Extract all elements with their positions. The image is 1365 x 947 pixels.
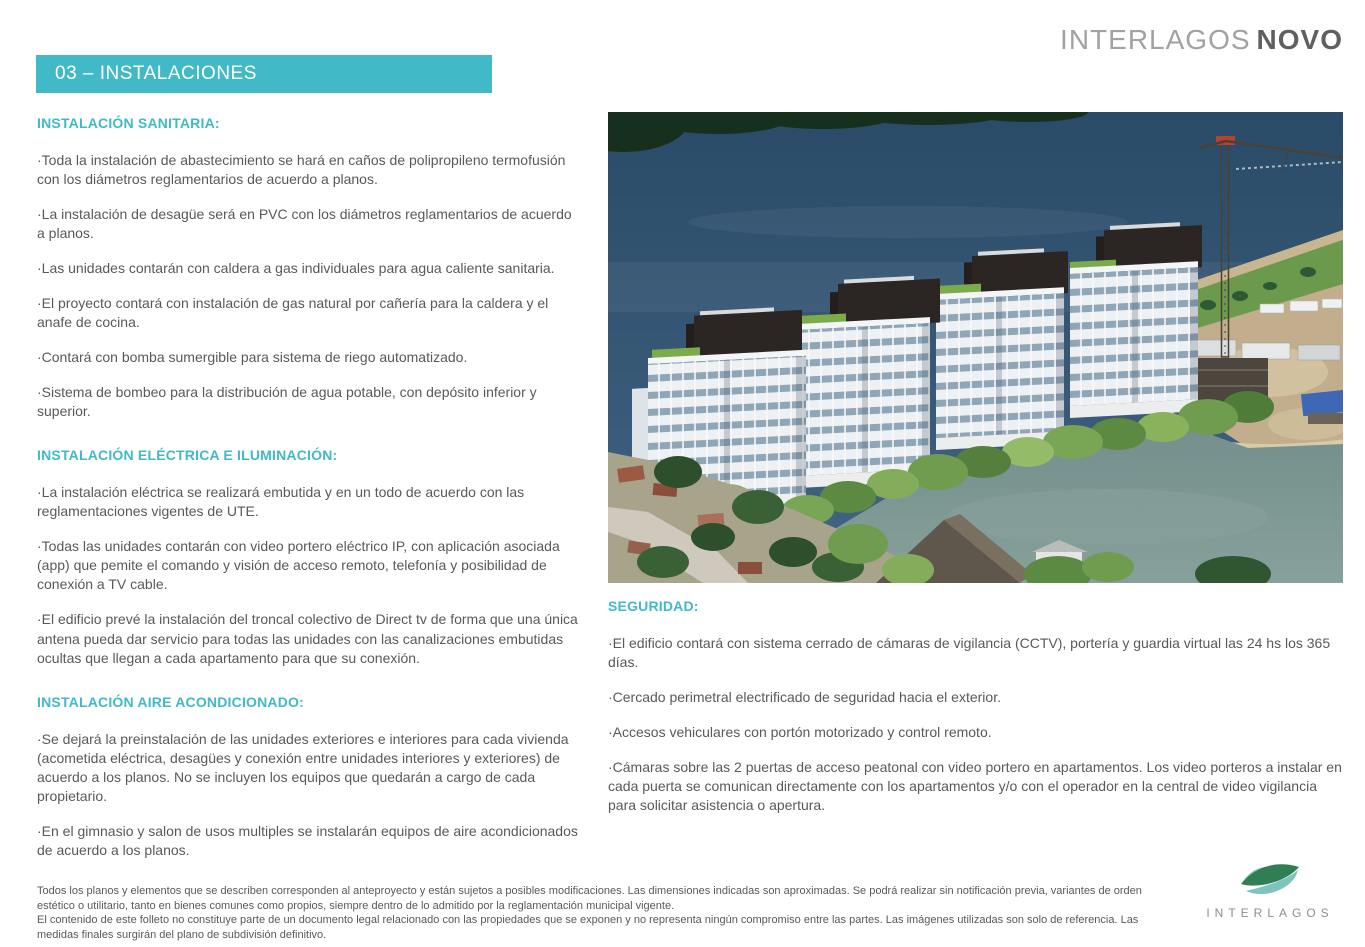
footer-logo	[1190, 860, 1350, 920]
banner-title: 03 – INSTALACIONES	[55, 63, 257, 84]
disclaimer-line: medidas finales surgirán del plano de subdivisión definitivo.	[37, 928, 327, 941]
bullet-item: ·Toda la instalación de abastecimiento se hará en caños de polipropileno termofusión con los diámetros reglamentarios de acuerdo a planos.	[37, 152, 566, 188]
wave-icon	[1238, 860, 1302, 902]
bullet-item: ·Accesos vehiculares con portón motorizado y control remoto.	[608, 724, 992, 741]
aerial-photo	[608, 112, 1343, 583]
section-heading: INSTALACIÓN AIRE ACONDICIONADO:	[37, 693, 305, 710]
disclaimer-line: El contenido de este folleto no constituye parte de un documento legal relacionado con las propiedades que se exponen y no representa ningún compromiso entre las partes. Las imágenes utilizadas son solo de referencia. Las	[37, 914, 1139, 927]
section-heading: INSTALACIÓN ELÉCTRICA E ILUMINACIÓN:	[37, 447, 338, 464]
bullet-item: ·Las unidades contarán con caldera a gas individuales para agua caliente sanitaria.	[37, 260, 555, 277]
disclaimer-text	[37, 884, 1177, 942]
bullet-item: ·El edificio contará con sistema cerrado de cámaras de vigilancia (CCTV), portería y guardia virtual las 24 hs los 365 días.	[608, 635, 1331, 671]
right-column	[608, 598, 1345, 831]
bullet-item: ·El proyecto contará con instalación de gas natural por cañería para la caldera y el anafe de cocina.	[37, 295, 549, 331]
section-heading: SEGURIDAD:	[608, 598, 699, 614]
bullet-item: ·En el gimnasio y salon de usos multiples se instalarán equipos de aire acondicionados de acuerdo a los planos.	[37, 822, 578, 858]
bullet-item: ·Cámaras sobre las 2 puertas de acceso peatonal con video portero en apartamentos. Los video porteros a instalar en cada puerta se comunican directamente con los apartamentos y/o con el operador en la central de video vigilancia para solicitar asistencia o apertura.	[608, 759, 1342, 814]
section-banner	[36, 55, 492, 93]
left-column	[37, 115, 582, 876]
footer-logo-text: INTERLAGOS	[1206, 906, 1334, 920]
bullet-item: ·El edificio prevé la instalación del troncal colectivo de Direct tv de forma que una única antena pueda dar servicio para todas las unidades con las canalizaciones embutidas ocultas que llegan a cada apartamento para que su conexión.	[37, 611, 578, 666]
bullet-item: ·La instalación de desagüe será en PVC con los diámetros reglamentarios de acuerdo a planos.	[37, 206, 572, 242]
bullet-item: ·La instalación eléctrica se realizará embutida y en un todo de acuerdo con las reglamentaciones vigentes de UTE.	[37, 484, 525, 520]
bullet-item: ·Contará con bomba sumergible para sistema de riego automatizado.	[37, 349, 468, 366]
brand-interlagos: INTERLAGOS	[1060, 24, 1251, 55]
bullet-item: ·Se dejará la preinstalación de las unidades exteriores e interiores para cada vivienda (acometida eléctrica, desagües y conexión entre unidades interiores y exteriores) de acuerdo a los planos. No se incluyen los equipos que quedarán a cargo de cada propietario.	[37, 730, 569, 804]
section-heading: INSTALACIÓN SANITARIA:	[37, 115, 220, 131]
brand-wordmark	[1060, 24, 1343, 56]
bullet-item: ·Sistema de bombeo para la distribución de agua potable, con depósito inferior y superior.	[37, 384, 537, 420]
disclaimer-line: Todos los planos y elementos que se describen corresponden al anteproyecto y están sujetos a posibles modificaciones. Las dimensiones indicadas son aproximadas. Se podrá realizar sin notificación previa, variantes de orden	[37, 885, 1142, 897]
aerial-photo-illustration	[608, 112, 1343, 583]
bullet-item: ·Todas las unidades contarán con video portero eléctrico IP, con aplicación asociada (app) que pemite el comando y visión de acceso remoto, telefonía y posibilidad de conexión a TV cable.	[37, 538, 560, 593]
brand-novo: NOVO	[1256, 24, 1343, 55]
disclaimer-line: estético o utilitario, tanto en bienes comunes como propios, siempre dentro de lo admitido por la reglamentación municipal vigente.	[37, 899, 675, 912]
bullet-item: ·Cercado perimetral electrificado de seguridad hacia el exterior.	[608, 689, 1001, 706]
